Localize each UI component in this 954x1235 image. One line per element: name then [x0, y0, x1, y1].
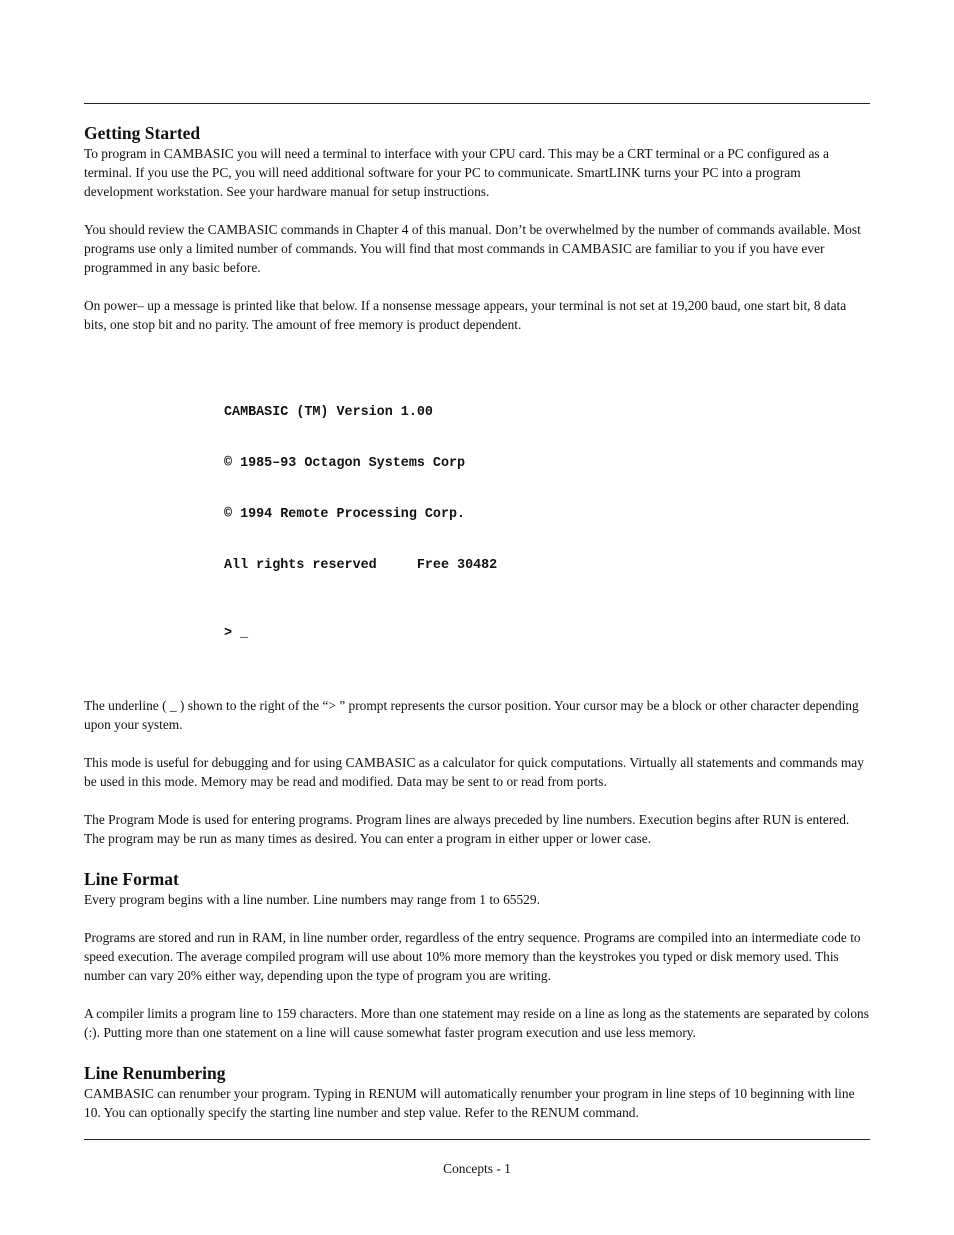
- terminal-line: All rights reserved Free 30482: [224, 558, 498, 573]
- heading-line-format: Line Format: [84, 869, 179, 889]
- page-content: [84, 122, 870, 1141]
- paragraph: To program in CAMBASIC you will need a terminal to interface with your CPU card. This may be a CRT terminal or a PC configured as a terminal. If you use the PC, you will need additional software for your PC to communicate. SmartLINK turns your PC into a program development workstation. See your hardware manual for setup instructions.: [84, 146, 829, 199]
- paragraph: Every program begins with a line number. Line numbers may range from 1 to 65529.: [84, 892, 540, 907]
- paragraph: You should review the CAMBASIC commands in Chapter 4 of this manual. Don’t be overwhelmed by the number of commands available. Most programs use only a limited number of commands. You will find that most commands in CAMBASIC are familiar to you if you have ever programmed in any basic before.: [84, 222, 861, 275]
- terminal-prompt: > _: [224, 626, 249, 641]
- paragraph: Programs are stored and run in RAM, in line number order, regardless of the entry sequence. Programs are compiled into an intermediate code to speed execution. The average compiled program will use about 10% more memory than the keystrokes you typed or disk memory used. This number can vary 20% either way, depending upon the type of program you are writing.: [84, 930, 861, 983]
- terminal-line: © 1994 Remote Processing Corp.: [224, 507, 466, 522]
- paragraph: This mode is useful for debugging and for using CAMBASIC as a calculator for quick computations. Virtually all statements and commands may be used in this mode. Memory may be read and modified. Data may be sent to or read from ports.: [84, 755, 864, 789]
- paragraph: A compiler limits a program line to 159 characters. More than one statement may reside on a line as long as the statements are separated by colons (:). Putting more than one statement on a line will cause somewhat faster program execution and use less memory.: [84, 1006, 869, 1040]
- paragraph: CAMBASIC can renumber your program. Typing in RENUM will automatically renumber your program in line steps of 10 beginning with line 10. You can optionally specify the starting line number and step value. Refer to the RENUM command.: [84, 1086, 855, 1120]
- page-footer: Concepts - 1: [443, 1161, 511, 1176]
- terminal-line: © 1985–93 Octagon Systems Corp: [224, 456, 466, 471]
- paragraph: The Program Mode is used for entering programs. Program lines are always preceded by line numbers. Execution begins after RUN is entered. The program may be run as many times as desired. You can enter a program in either upper or lower case.: [84, 812, 850, 846]
- terminal-line: CAMBASIC (TM) Version 1.00: [224, 405, 433, 420]
- footer-rule: [84, 1139, 870, 1140]
- heading-line-renumbering: Line Renumbering: [84, 1063, 226, 1083]
- paragraph: The underline ( _ ) shown to the right of the “> ” prompt represents the cursor position. Your cursor may be a block or other character depending upon your system.: [84, 698, 859, 732]
- heading-getting-started: Getting Started: [84, 123, 201, 143]
- paragraph: On power– up a message is printed like that below. If a nonsense message appears, your terminal is not set at 19,200 baud, one start bit, 8 data bits, one stop bit and no parity. The amount of free memory is product dependent.: [84, 298, 847, 332]
- header-rule: [84, 103, 870, 104]
- terminal-output: [224, 370, 870, 696]
